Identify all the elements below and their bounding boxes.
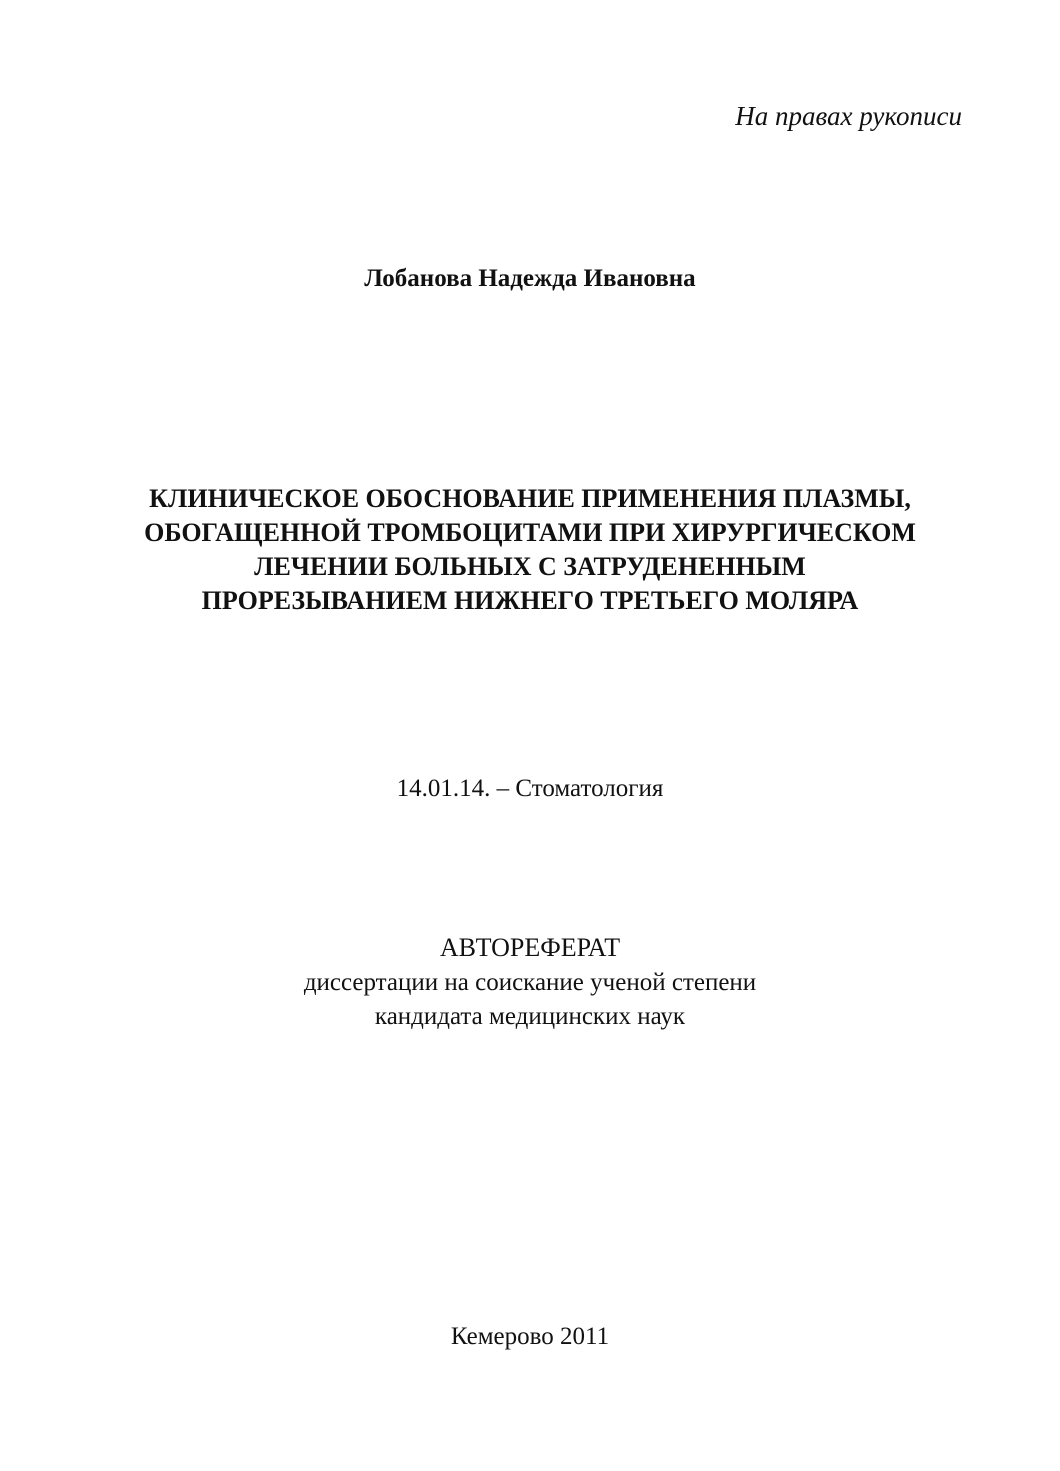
title-line: ЛЕЧЕНИИ БОЛЬНЫХ С ЗАТРУДЕНЕННЫМ — [254, 552, 806, 581]
abstract-line: диссертации на соискание ученой степени — [303, 969, 757, 996]
abstract-block — [0, 930, 1060, 1034]
title-line: КЛИНИЧЕСКОЕ ОБОСНОВАНИЕ ПРИМЕНЕНИЯ ПЛАЗМЫ, — [149, 484, 911, 513]
abstract-line: кандидата медицинских наук — [374, 1003, 686, 1030]
title-line: ПРОРЕЗЫВАНИЕМ НИЖНЕГО ТРЕТЬЕГО МОЛЯРА — [201, 586, 859, 615]
specialty-code: 14.01.14. – Стоматология — [396, 775, 664, 802]
abstract-heading: АВТОРЕФЕРАТ — [439, 933, 621, 962]
manuscript-note: На правах рукописи — [735, 101, 962, 131]
dissertation-title — [90, 482, 970, 618]
place-and-year: Кемерово 2011 — [450, 1323, 610, 1350]
title-line: ОБОГАЩЕННОЙ ТРОМБОЦИТАМИ ПРИ ХИРУРГИЧЕСКОМ — [144, 518, 916, 547]
author-name: Лобанова Надежда Ивановна — [364, 265, 696, 292]
